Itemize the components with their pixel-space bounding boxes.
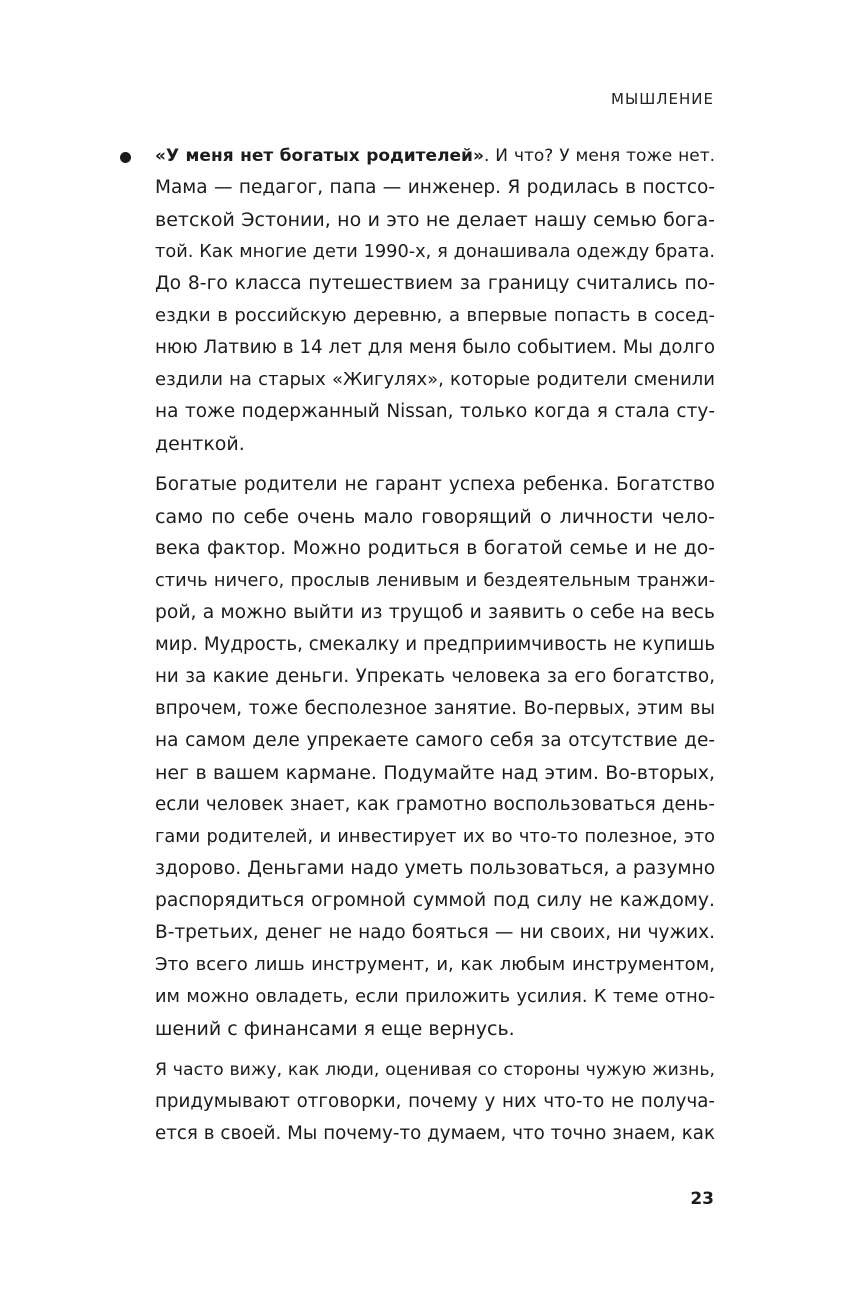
text-line: само по себе очень мало говорящий о личности чело- xyxy=(155,506,715,528)
text-line: Богатые родители не гарант успеха ребенка. Богатство xyxy=(155,474,715,495)
text-line: им можно овладеть, если приложить усилия. К теме отно- xyxy=(155,987,715,1007)
paragraph xyxy=(155,1054,715,1150)
text-line: стичь ничего, прослыв ленивым и бездеятельным транжи- xyxy=(155,571,715,591)
text-line: Я часто вижу, как люди, оценивая со стороны чужую жизнь, xyxy=(155,1060,715,1080)
text-line: Мама — педагог, папа — инженер. Я родилась в постсо- xyxy=(155,177,715,198)
text-line: До 8-го класса путешествием за границу считались по- xyxy=(155,273,715,294)
text-line: нег в вашем кармане. Подумайте над этим. Во-вторых, xyxy=(155,762,715,784)
text-line: денткой. xyxy=(155,433,245,455)
text-line: ни за какие деньги. Упрекать человека за его богатство, xyxy=(155,666,715,687)
running-head: МЫШЛЕНИЕ xyxy=(611,90,714,108)
text-line: В-третьих, денег не надо бояться — ни своих, ни чужих. xyxy=(155,922,715,943)
text-line: шений с финансами я еще вернусь. xyxy=(155,1018,515,1040)
page-number: 23 xyxy=(690,1189,714,1209)
text-line: нюю Латвию в 14 лет для меня было событием. Мы долго xyxy=(155,337,715,358)
text-line: рой, а можно выйти из трущоб и заявить о себе на весь xyxy=(155,602,715,623)
bullet-marker xyxy=(120,152,131,163)
body-text xyxy=(155,140,715,1150)
text-line: придумывают отговорки, почему у них что-то не получа- xyxy=(155,1091,715,1112)
text-line: впрочем, тоже бесполезное занятие. Во-первых, этим вы xyxy=(155,698,715,719)
text-line: мир. Мудрость, смекалку и предприимчивость не купишь xyxy=(155,634,716,655)
text-line: ездки в российскую деревню, а впервые попасть в сосед- xyxy=(155,305,715,326)
text-line: на самом деле упрекаете самого себя за отсутствие де- xyxy=(155,730,715,751)
text-line-rest: . И что? У меня тоже нет. xyxy=(483,146,715,166)
text-line: гами родителей, и инвестирует их во что-то полезное, это xyxy=(155,827,715,847)
text-line: той. Как многие дети 1990-х, я донашивала одежду брата. xyxy=(155,242,715,262)
text-line: ездили на старых «Жигулях», которые родители сменили xyxy=(155,369,715,390)
text-line xyxy=(155,140,715,172)
text-line: распорядиться огромной суммой под силу не каждому. xyxy=(155,890,715,911)
text-line: здорово. Деньгами надо уметь пользоваться, а разумно xyxy=(155,858,716,879)
text-line: ется в своей. Мы почему-то думаем, что точно знаем, как xyxy=(155,1123,715,1144)
bold-phrase: «У меня нет богатых родителей» xyxy=(155,146,484,166)
text-line: на тоже подержанный Nissan, только когда я стала сту- xyxy=(155,401,715,422)
text-line: если человек знает, как грамотно воспользоваться день- xyxy=(155,794,715,815)
paragraph xyxy=(155,469,715,1045)
text-line: ветской Эстонии, но и это не делает нашу семью бога- xyxy=(155,209,715,231)
bullet-paragraph xyxy=(155,140,715,460)
text-line: века фактор. Можно родиться в богатой семье и не до- xyxy=(155,538,715,559)
text-line: Это всего лишь инструмент, и, как любым инструментом, xyxy=(155,954,715,975)
